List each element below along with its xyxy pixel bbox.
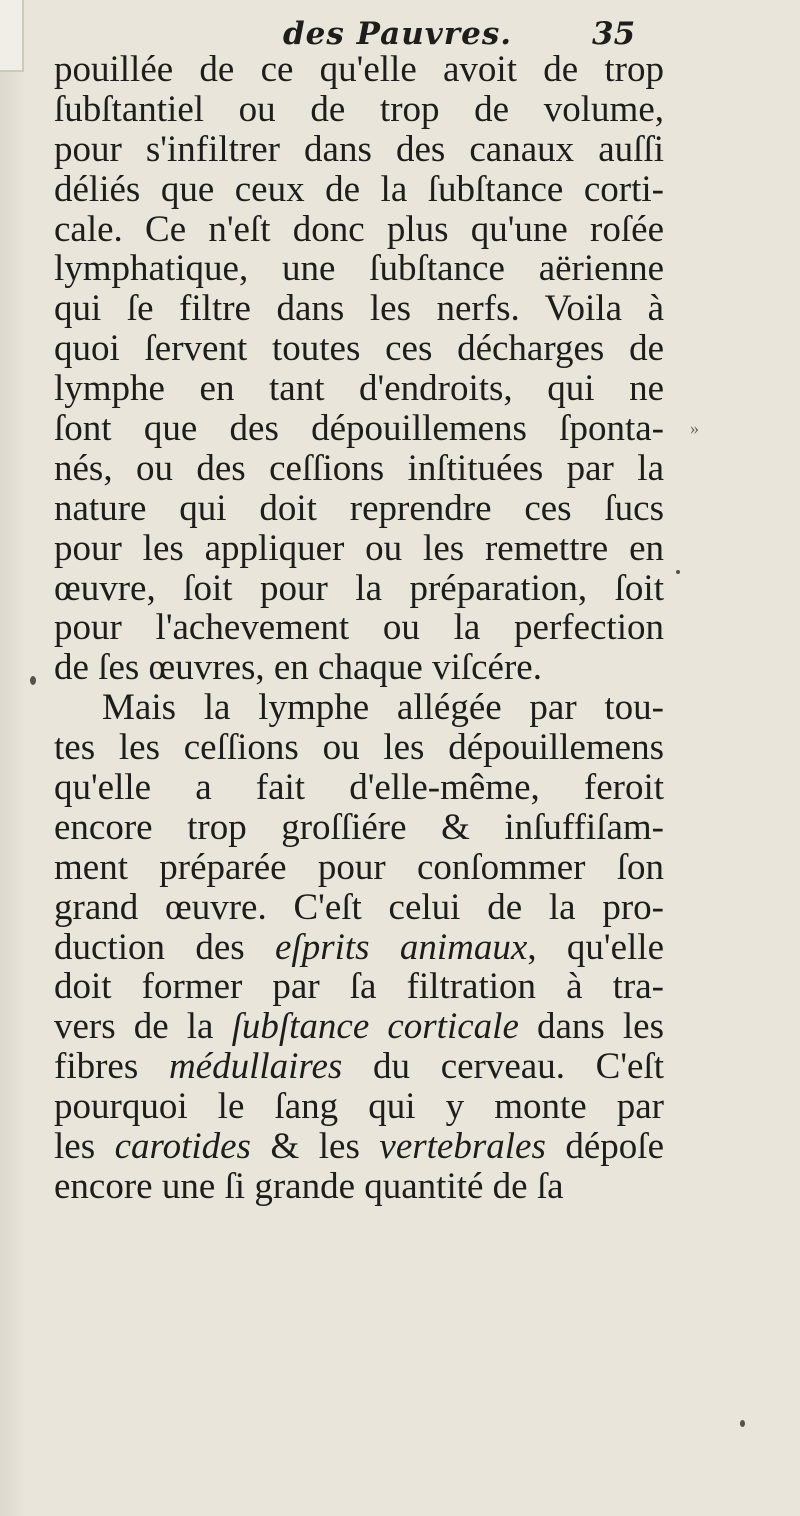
- text-line: qui ſe filtre dans les nerfs. Voila à: [54, 288, 664, 330]
- text-line: pour les appliquer ou les remettre en: [54, 527, 664, 569]
- text-line: pouillée de ce qu'elle avoit de trop: [54, 49, 664, 90]
- text-segment: duction des: [54, 926, 245, 968]
- italic-term: ſubſtance corticale: [231, 1006, 519, 1048]
- text-line: déliés que ceux de la ſubſtance corti-: [54, 168, 664, 210]
- text-segment: vers de la: [54, 1006, 214, 1048]
- ink-speck: [740, 1420, 745, 1427]
- text-line: encore trop groſſiére & inſuffiſam-: [54, 806, 664, 848]
- text-line: ſubſtantiel ou de trop de volume,: [54, 88, 664, 130]
- text-line: pour l'achevement ou la perfection: [54, 607, 664, 649]
- ink-speck: [676, 570, 680, 574]
- text-segment: fibres: [54, 1046, 139, 1088]
- page-number: 35: [592, 16, 636, 52]
- italic-term: eſprits animaux: [275, 926, 528, 968]
- text-line: encore une ſi grande quantité de ſa: [54, 1165, 564, 1207]
- paragraph-start-line: Mais la lymphe allégée par tou-: [102, 687, 664, 729]
- text-line: pour s'infiltrer dans des canaux auſſi: [54, 128, 664, 170]
- running-head: des Pauvres.: [283, 16, 513, 52]
- italic-term: vertebrales: [379, 1126, 546, 1168]
- text-line: ſont que des dépouillemens ſponta-: [54, 408, 664, 450]
- text-line-mixed: [54, 928, 664, 968]
- text-line: quoi ſervent toutes ces décharges de: [54, 328, 664, 370]
- text-line: tes les ceſſions ou les dépouillemens: [54, 727, 664, 769]
- text-segment: dans les: [536, 1006, 665, 1048]
- text-line: doit former par ſa filtration à tra-: [54, 966, 664, 1008]
- text-line-mixed: [54, 1047, 664, 1087]
- text-line: ment préparée pour conſommer ſon: [54, 846, 664, 888]
- text-line: nés, ou des ceſſions inſtituées par la: [54, 447, 664, 489]
- ink-speck: [30, 676, 36, 685]
- text-segment: , qu'elle: [527, 926, 664, 968]
- text-segment: dépoſe: [565, 1126, 664, 1168]
- text-line: grand œuvre. C'eſt celui de la pro-: [54, 886, 664, 928]
- text-line: nature qui doit reprendre ces ſucs: [54, 487, 664, 529]
- text-line: pourquoi le ſang qui y monte par: [54, 1086, 664, 1128]
- text-segment: les: [54, 1126, 96, 1168]
- body-text: [54, 50, 664, 1207]
- italic-term: carotides: [114, 1126, 251, 1168]
- text-line: de ſes œuvres, en chaque viſcére.: [54, 647, 542, 689]
- italic-term: médullaires: [168, 1046, 343, 1088]
- text-segment: du cerveau. C'eſt: [373, 1046, 664, 1088]
- text-line: qu'elle a fait d'elle-même, feroit: [54, 767, 664, 809]
- text-line: lymphe en tant d'endroits, qui ne: [54, 368, 664, 410]
- margin-mark: »: [690, 418, 702, 438]
- text-line: lymphatique, une ſubſtance aërienne: [54, 248, 664, 290]
- text-line: cale. Ce n'eſt donc plus qu'une roſée: [54, 208, 664, 250]
- text-line-mixed: [54, 1007, 664, 1047]
- text-line-mixed: [54, 1127, 664, 1167]
- text-line: œuvre, ſoit pour la préparation, ſoit: [54, 567, 664, 609]
- text-segment: & les: [270, 1126, 360, 1168]
